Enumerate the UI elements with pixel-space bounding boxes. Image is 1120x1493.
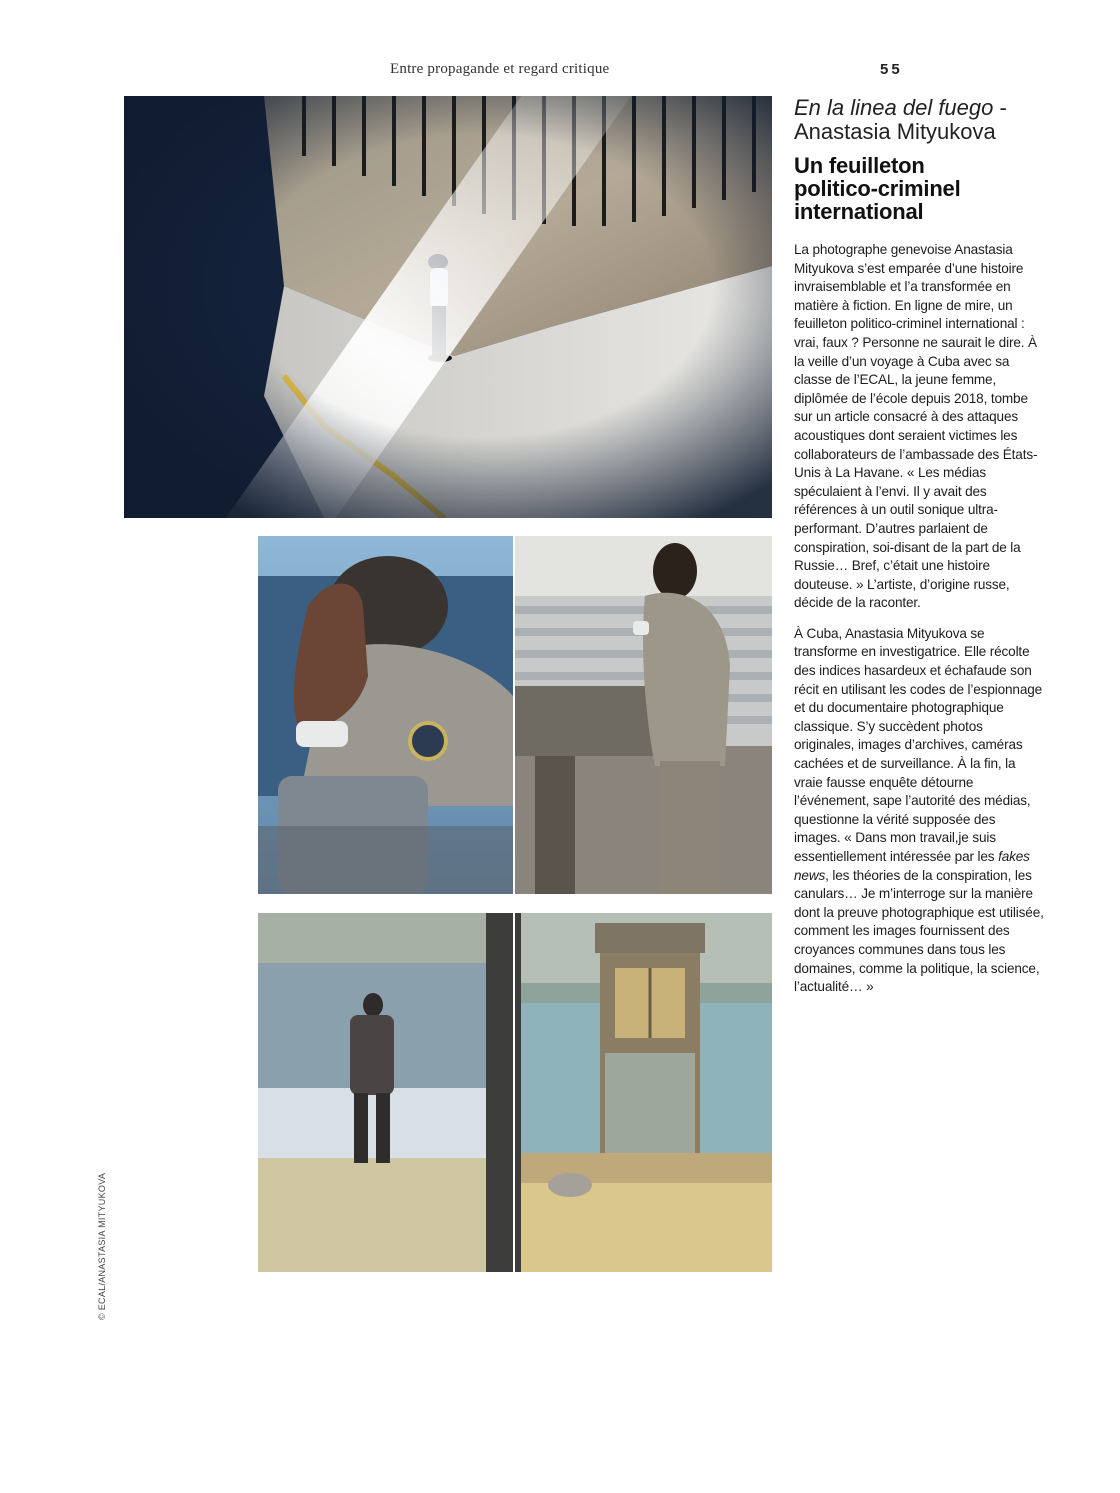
photo-guard-booth	[515, 913, 772, 1272]
article-column	[794, 96, 1044, 1009]
paragraph-2-after: , les théories de la conspiration, les canulars… Je m’interroge sur la manière dont la preuve photographique est utilisée, comment les images fournissent des croyances communes dans tous les domaines, comme la politique, la science, l’actualité… »	[794, 867, 1044, 995]
photo-hand-on-head-closeup	[258, 536, 513, 894]
artist-name: Anastasia Mityukova	[794, 119, 996, 144]
paragraph-1: La photographe genevoise Anastasia Mityukova s’est emparée d’une histoire invraisemblable et l’a transformée en matière à fiction. En ligne de mire, un feuilleton politico-criminel international : vrai, faux ? Personne ne saurait le dire. À la veille d’un voyage à Cuba avec sa classe de l’ECAL, la jeune femme, diplômée de l’école depuis 2018, tombe sur un article consacré à des attaques acoustiques dont seraient victimes les collaborateurs de l’ambassade des États-Unis à La Havane. « Les médias spéculaient à l’envi. Il y avait des références à un outil sonique ultra-performant. D’autres parlaient de conspiration, soi-disant de la part de la Russie… Bref, c’était une histoire douteuse. » L’artiste, d’origine russe, décide de la raconter.	[794, 242, 1038, 611]
photo-figure-by-blue-wall	[258, 913, 513, 1272]
work-title	[794, 96, 1044, 144]
paragraph-2-before: À Cuba, Anastasia Mityukova se transforme en investigatrice. Elle récolte des indices hasardeux et échafaude son récit en utilisant les codes de l’espionnage et du documentaire photographique classique. S’y succèdent photos originales, images d’archives, caméras cachées et de surveillance. À la fin, la vraie fausse enquête détourne l’événement, sape l’autorité des médias, questionne la vérité supposée des images. « Dans mon travail,je suis essentiellement intéressée par les	[794, 625, 1043, 864]
article-headline	[794, 154, 1044, 223]
headline-line-1: Un feuilleton	[794, 153, 925, 178]
paragraph-2-italic: fakes news	[794, 849, 1030, 883]
headline-line-3: international	[794, 199, 924, 224]
photo-credit: © ECAL/ANASTASIA MITYUKOVA	[97, 1172, 107, 1320]
work-title-separator: -	[993, 95, 1007, 120]
photo-officer-on-sidewalk	[124, 96, 772, 518]
article-body	[794, 241, 1044, 997]
paragraph-2	[794, 625, 1044, 997]
photo-walking-man-hand-on-head	[515, 536, 772, 894]
headline-line-2: politico-criminel	[794, 176, 961, 201]
work-title-italic: En la linea del fuego	[794, 95, 994, 120]
running-title: Entre propagande et regard critique	[390, 61, 610, 77]
page-number: 55	[880, 61, 903, 78]
